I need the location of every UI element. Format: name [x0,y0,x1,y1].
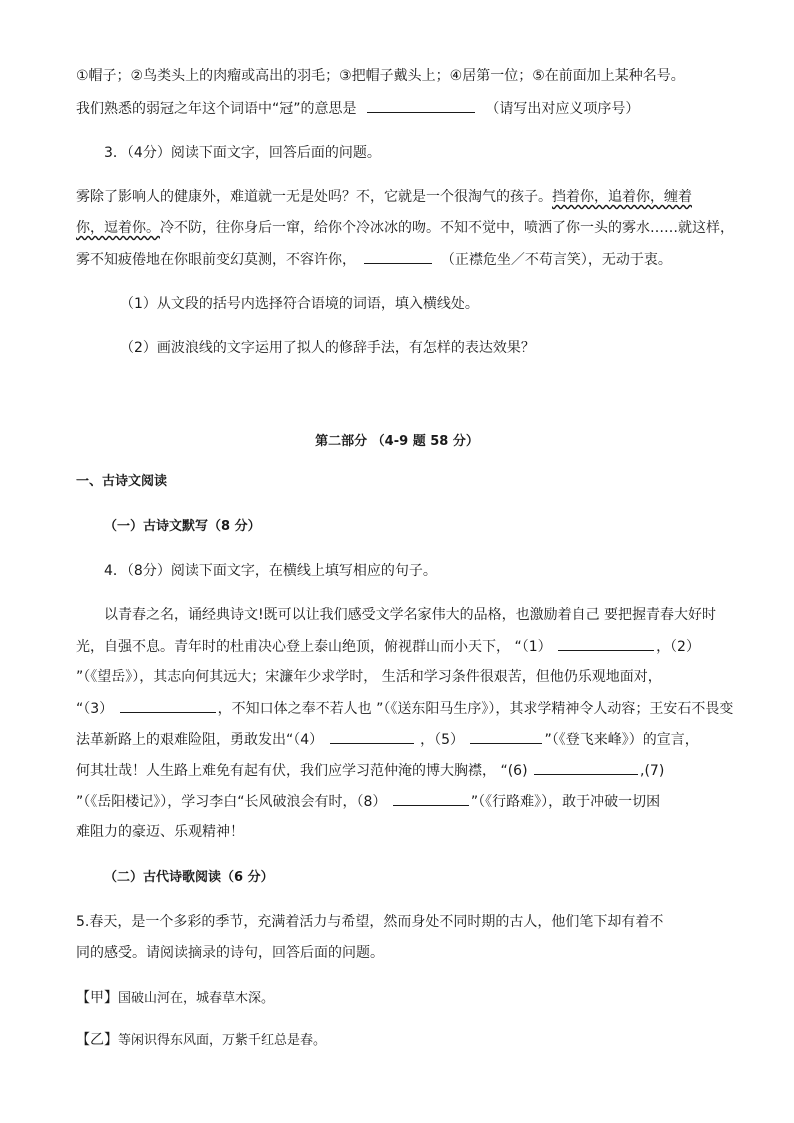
q3-passage-line-2 [76,218,734,238]
q2-question-line [76,98,639,119]
poem-b-text: 等闲识得东风面，万紫千红总是春。 [118,1033,327,1048]
q4-passage-line-7 [76,791,660,812]
q4-passage-line-5 [76,729,699,750]
part2-title: 第二部分 （4-9 题 58 分） [315,434,479,449]
poem-b-tag: 【乙】 [76,1032,118,1048]
poem-a-text: 国破山河在，城春草木深。 [118,991,275,1006]
q3-passage-line-1 [76,187,692,207]
q3-wavy-text-2: 你，逗着你。 [76,220,160,236]
q4-text-2a: 光，自强不息。青年时的杜甫决心登上泰山绝顶，俯视群山而小天下， “（1） [76,639,552,655]
q4-text-7b: ”（《行路难》），敢于冲破一切困 [470,794,661,810]
q3-sub-question-1: （1）从文段的括号内选择符合语境的词语，填入横线处。 [120,296,479,312]
subsection2-heading: （二）古代诗歌阅读（6 分） [104,870,274,885]
subsection1-heading: （一）古诗文默写（8 分） [104,519,261,534]
q4-text-2b: ，（2） [656,639,700,655]
q4-text-5c: ”（《登飞来峰》）的宣言， [544,732,699,748]
q4-blank-8[interactable] [393,791,469,806]
q4-heading: 4．（8分）阅读下面文字，在横线上填写相应的句子。 [104,563,437,579]
q3-answer-blank[interactable] [364,249,432,264]
q5-line-1: 5.春天，是一个多彩的季节，充满着活力与希望，然而身处不同时期的古人，他们笔下却有着不 [76,914,664,930]
q3-passage-text-3b: （正襟危坐／不苟言笑），无动于衷。 [440,252,672,268]
q3-passage-text: 雾除了影响人的健康外，难道就一无是处吗？不，它就是一个很淘气的孩子。 [76,189,552,205]
q4-passage-line-8: 难阻力的豪迈、乐观精神！ [76,824,244,840]
q4-text-5b: ，（5） [415,732,464,748]
q4-passage-line-2 [76,636,700,657]
q4-text-6b: ,(7) [640,763,665,779]
q4-blank-6[interactable] [534,760,638,775]
q4-passage-line-3: ”（《望岳》），其志向何其远大；宋濂年少求学时， 生活和学习条件很艰苦，但他仍乐观地面对， [76,669,662,685]
q5-line-2: 同的感受。请阅读摘录的诗句，回答后面的问题。 [76,945,384,961]
q2-options-line: ①帽子；②鸟类头上的肉瘤或高出的羽毛；③把帽子戴头上；④居第一位；⑤在前面加上某种名号。 [76,68,685,84]
q4-text-4b: ，不知口体之奉不若人也 ”（《送东阳马生序》），其求学精神令人动容；王安石不畏变 [217,701,734,717]
q4-text-7a: ”（《岳阳楼记》），学习李白“长风破浪会有时，（8） [76,794,387,810]
q3-sub-question-2: （2）画波浪线的文字运用了拟人的修辞手法，有怎样的表达效果？ [120,340,535,356]
poem-b-line [76,1030,326,1051]
q4-passage-line-1: 以青春之名，诵经典诗文!既可以让我们感受文学名家伟大的品格，也激励着自己 要把握青春大好时 [104,607,717,623]
q3-passage-text-3a: 雾不知疲倦地在你眼前变幻莫测，不容许你， [76,252,356,268]
q4-passage-line-6 [76,760,664,781]
q4-blank-3[interactable] [120,698,216,713]
q4-passage-line-4 [76,698,733,719]
q3-passage-line-3 [76,249,672,270]
q4-text-6a: 何其壮哉！人生路上难免有起有伏，我们应学习范仲淹的博大胸襟， “(6) [76,763,528,779]
q3-passage-text-2: 冷不防，往你身后一窜，给你个冷冰冰的吻。不知不觉中，喷洒了你一头的雾水……就这样， [160,220,734,236]
q4-text-4a: “（3） [76,701,114,717]
section1-heading: 一、古诗文阅读 [76,474,168,489]
q2-question-note: （请写出对应义项序号） [485,101,640,117]
poem-a-tag: 【甲】 [76,990,118,1006]
q4-blank-4[interactable] [330,729,414,744]
q4-text-5a: 法革新路上的艰难险阻，勇敢发出“（4） [76,732,324,748]
q3-wavy-text-1: 挡着你，追着你，缠着 [552,189,692,205]
q2-answer-blank[interactable] [367,98,475,113]
q4-blank-5[interactable] [470,729,542,744]
poem-a-line [76,988,274,1009]
q4-blank-1[interactable] [558,636,654,651]
q2-question-text: 我们熟悉的弱冠之年这个词语中“冠”的意思是 [76,101,357,117]
q3-heading: 3．（4分）阅读下面文字，回答后面的问题。 [104,145,381,161]
